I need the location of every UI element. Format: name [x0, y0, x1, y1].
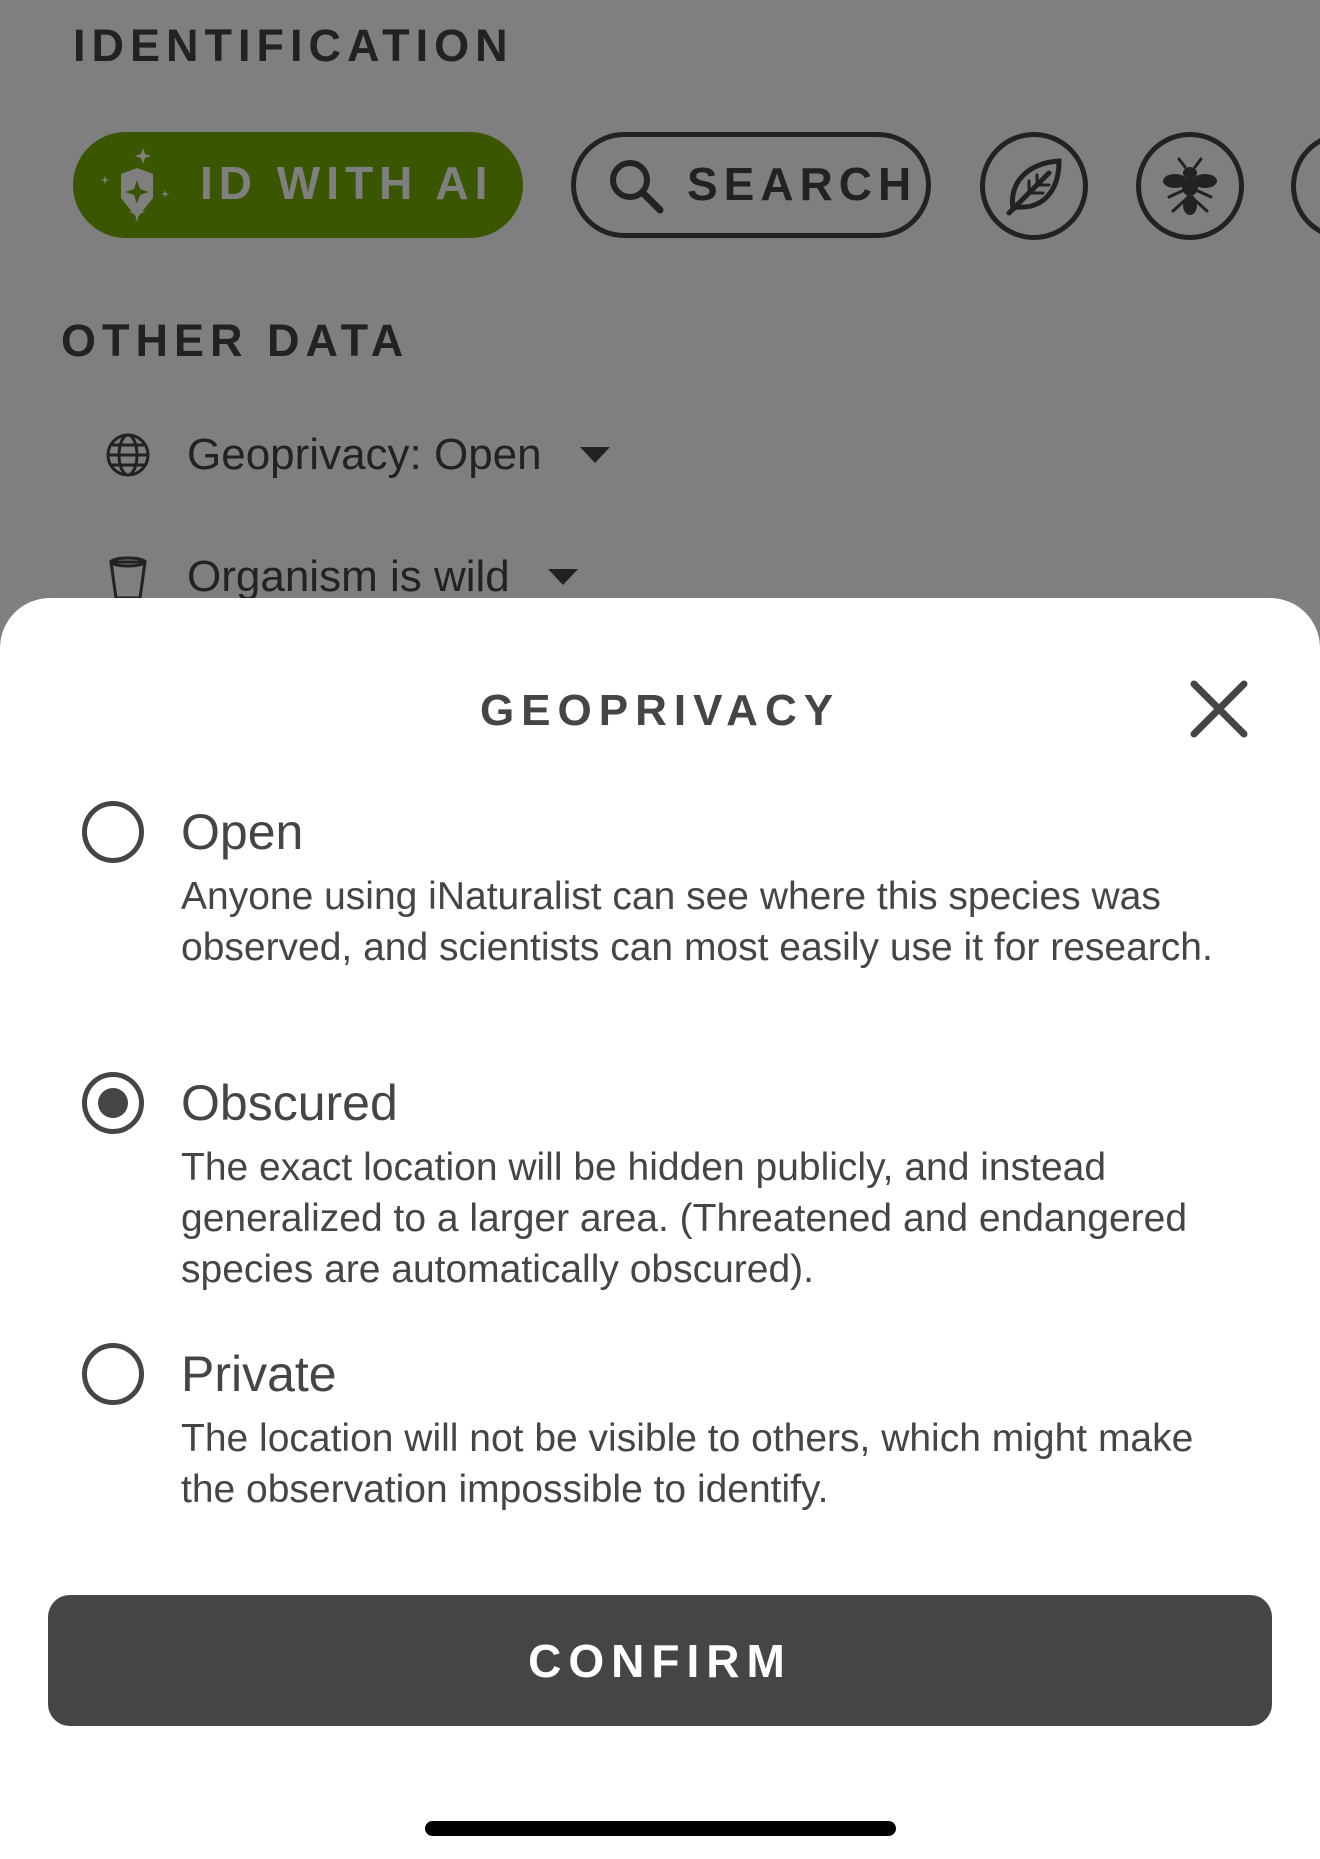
confirm-button[interactable]: CONFIRM: [48, 1595, 1272, 1726]
radio-private[interactable]: [82, 1343, 144, 1405]
option-description: Anyone using iNaturalist can see where this species was observed, and scientists can most easily use it for research.: [181, 875, 1213, 969]
sheet-title: GEOPRIVACY: [479, 686, 841, 735]
radio-obscured-selected[interactable]: [82, 1072, 144, 1134]
home-indicator: [425, 1821, 896, 1836]
radio-selected-dot: [98, 1088, 128, 1118]
option-label: Obscured: [181, 1075, 398, 1131]
geoprivacy-sheet: [0, 598, 1320, 1859]
option-description: The exact location will be hidden publicly, and instead generalized to a larger area. (Threatened and endangered species are automatically obscured).: [181, 1146, 1188, 1291]
close-icon[interactable]: [1186, 676, 1252, 742]
option-description: The location will not be visible to others, which might make the observation impossible to identify.: [181, 1417, 1194, 1511]
radio-open[interactable]: [82, 801, 144, 863]
option-label: Private: [181, 1346, 337, 1402]
option-label: Open: [181, 804, 304, 860]
